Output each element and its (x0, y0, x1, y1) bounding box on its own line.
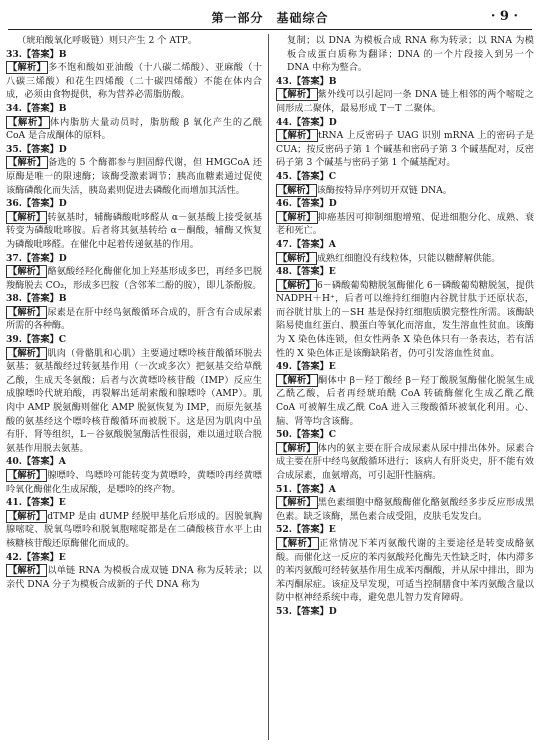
answer-label: 【答案】 (291, 361, 329, 373)
analysis-paragraph (6, 306, 262, 333)
answer-value: E (328, 266, 336, 278)
analysis-text: 抑癌基因可抑制细胞增殖、促进细胞分化、成熟、衰老和死亡。 (276, 211, 535, 237)
answer-label: 【答案】 (291, 429, 329, 441)
answer-value: D (58, 198, 67, 210)
answer-value: E (58, 551, 66, 563)
answer-line (276, 360, 534, 374)
analysis-label: 【解析】 (278, 279, 315, 291)
answer-value: B (58, 293, 67, 305)
question-number: 53. (276, 605, 292, 617)
analysis-label: 【解析】 (8, 510, 46, 522)
analysis-label: 【解析】 (8, 266, 46, 278)
analysis-text: 该酶按特异序列切开双链 DNA。 (316, 184, 452, 196)
answer-value: D (328, 116, 337, 128)
answer-label: 【答案】 (21, 252, 59, 264)
answer-value: E (58, 497, 66, 509)
answer-value: E (328, 361, 336, 373)
answer-value: A (328, 238, 336, 250)
section-title: 第一部分 基础综合 (211, 11, 329, 25)
answer-label: 【答案】 (291, 266, 329, 278)
analysis-paragraph (276, 279, 534, 361)
page-number: · 9 · (490, 9, 518, 24)
answer-label: 【答案】 (21, 293, 59, 305)
analysis-paragraph (276, 129, 534, 170)
answer-line (276, 238, 534, 252)
answer-line (276, 265, 534, 279)
question-number: 43. (276, 75, 292, 87)
analysis-paragraph (6, 61, 262, 102)
answer-value: C (58, 334, 67, 346)
analysis-paragraph (6, 211, 262, 252)
question-number: 34. (6, 102, 22, 114)
analysis-paragraph (276, 442, 534, 483)
answer-value: A (328, 483, 336, 495)
analysis-label: 【解析】 (8, 347, 46, 359)
analysis-paragraph (6, 469, 262, 496)
analysis-label: 【解析】 (8, 306, 46, 318)
question-number: 39. (6, 334, 22, 346)
question-number: 35. (6, 143, 22, 155)
answer-value: B (58, 102, 67, 114)
analysis-label: 【解析】 (278, 211, 316, 223)
analysis-text: 正常情况下苯丙氨酸代谢的主要途径是转变成酪氨酸。而催化这一反应的苯丙氨酸羟化酶先天性缺乏时，体内滞多的苯丙氨酸可经转氨基作用生成苯丙酮酸，并从尿中排出，即为苯丙酮尿症。该症及早发现，可适当控制膳食中苯丙氨酸含量以防中枢神经系统中毒，避免患儿智力发育障碍。 (276, 537, 535, 604)
question-number: 41. (6, 497, 22, 509)
analysis-text: 多不饱和酸如亚油酸（十八碳二烯酸）、亚麻酸（十八碳三烯酸）和花生四烯酸（二十碳四烯酸）不能在体内合成，必须由食物提供，称为营养必需脂肪酸。 (6, 62, 262, 101)
question-number: 46. (276, 198, 292, 210)
answer-line (6, 252, 262, 266)
analysis-paragraph (6, 116, 262, 143)
answer-label: 【答案】 (291, 483, 329, 495)
answer-label: 【答案】 (291, 170, 329, 182)
analysis-label: 【解析】 (278, 184, 315, 196)
answer-line (6, 551, 262, 565)
answer-line (276, 197, 534, 211)
analysis-text: tRNA 上反密码子 UAG 识别 mRNA 上的密码子是 CUA；按反密码子第 1 个碱基和密码子第 3 个碱基配对，反密码子第 3 个碱基与密码子第 1 个碱基配对。 (276, 130, 535, 169)
analysis-label: 【解析】 (278, 497, 316, 509)
analysis-text: 转氨基时，辅酶磷酸吡哆醛从 α－氨基酸上接受氨基转变为磷酸吡哆胺。后者将其氨基转给 α－酮酸，辅酶又恢复为磷酸吡哆醛。在催化中起着传递氨基的作用。 (6, 211, 263, 250)
analysis-paragraph (6, 347, 262, 456)
analysis-label: 【解析】 (278, 374, 316, 386)
answer-label: 【答案】 (21, 102, 59, 114)
analysis-text: 腺嘌呤、鸟嘌呤可能转变为黄嘌呤，黄嘌呤再经黄嘌呤氧化酶催化生成尿酸，是嘌呤的终产物。 (6, 470, 263, 495)
analysis-text: 成熟红细胞没有线粒体，只能以糖酵解供能。 (316, 252, 501, 264)
analysis-text: 6－磷酸葡萄糖脱氢酶催化 6－磷酸葡萄糖脱氢，提供 NADPH＋H⁺，后者可以维持红细胞内谷胱甘肽于还原状态，而谷胱甘肽上的－SH 基是保持红细胞质膜完整性所需。该酶缺陷易使血红蛋白、膜蛋白等氧化而溶血，发生溶血性贫血。该酶为 X 染色体连锁，但女性两条 X 染色体只有一条表达，若有活性的 X 染色体正是该酶缺陷者，仍可引发溶血性贫血。 (276, 279, 534, 359)
analysis-text: 尿素是在肝中经鸟氨酸循环合成的，肝含有合成尿素所需的各种酶。 (6, 306, 263, 332)
analysis-paragraph (6, 564, 262, 591)
analysis-label: 【解析】 (278, 537, 318, 549)
analysis-paragraph (6, 265, 262, 292)
answer-line (276, 428, 534, 442)
question-number: 50. (276, 429, 292, 441)
answer-label: 【答案】 (291, 524, 329, 536)
analysis-text: 紫外线可以引起同一条 DNA 链上相邻的两个嘧啶之间形成二聚体，最易形成 T－T 二聚体。 (276, 89, 534, 114)
answer-line (6, 197, 262, 211)
answer-value: A (58, 456, 66, 468)
column-divider (268, 34, 269, 740)
question-number: 36. (6, 198, 22, 210)
question-number: 33. (6, 48, 22, 60)
answer-line (276, 170, 534, 184)
answer-value: B (58, 48, 67, 60)
answer-line (276, 523, 534, 537)
question-number: 37. (6, 252, 22, 264)
analysis-text: 酪氨酸经羟化酶催化加上羟基形成多巴，再经多巴脱羧酶脱去 CO₂，形成多巴胺（含邻苯二酚的胺），即儿茶酚胺。 (6, 266, 263, 291)
answer-label: 【答案】 (291, 605, 329, 617)
answer-label: 【答案】 (21, 551, 59, 563)
analysis-label: 【解析】 (278, 89, 316, 101)
analysis-label: 【解析】 (8, 565, 46, 577)
analysis-label: 【解析】 (8, 62, 47, 74)
analysis-paragraph (276, 496, 534, 523)
question-number: 51. (276, 483, 292, 495)
answer-label: 【答案】 (21, 198, 59, 210)
question-number: 42. (6, 551, 22, 563)
analysis-text: 黑色素细胞中酪氨酸酶催化酪氨酸经多步反应形成黑色素。缺乏该酶，黑色素合成受阻，皮肤毛发发白。 (276, 497, 535, 522)
analysis-text: 以单链 RNA 为模板合成双链 DNA 称为反转录；以亲代 DNA 分子为模板合成新的子代 DNA 称为 (6, 565, 262, 590)
answer-line (6, 102, 262, 116)
header-rule (8, 29, 532, 30)
analysis-paragraph (276, 537, 534, 605)
analysis-label: 【解析】 (8, 211, 46, 223)
analysis-label: 【解析】 (278, 442, 316, 454)
analysis-text: 体内脂肪大量动员时，脂肪酸 β 氧化产生的乙酰 CoA 是合成酮体的原料。 (6, 116, 263, 142)
analysis-paragraph (276, 88, 534, 115)
answer-line (276, 605, 534, 619)
analysis-paragraph (276, 374, 534, 428)
page-header (0, 0, 540, 32)
continuation-text: 复制；以 DNA 为模板合成 RNA 称为转录；以 RNA 为模板合成蛋白质称为翻译；DNA 的一个片段接入到另一个 DNA 中称为整合。 (287, 35, 534, 74)
analysis-paragraph (6, 510, 262, 551)
answer-label: 【答案】 (291, 238, 329, 250)
analysis-text: dTMP 是由 dUMP 经脱甲基化后形成的。因脱氧胸腺嘧啶、脱氧鸟嘌呤和脱氧胞嘧啶都是在二磷酸核苷水平上由核糖核苷酸还原酶催化而成的。 (6, 510, 263, 549)
answer-label: 【答案】 (291, 75, 329, 87)
answer-line (6, 143, 262, 157)
right-column (276, 34, 534, 619)
answer-label: 【答案】 (291, 116, 329, 128)
analysis-paragraph (276, 211, 534, 238)
answer-line (6, 48, 262, 62)
answer-value: C (328, 429, 337, 441)
answer-label: 【答案】 (21, 456, 59, 468)
answer-label: 【答案】 (21, 497, 59, 509)
answer-line (276, 483, 534, 497)
question-number: 45. (276, 170, 292, 182)
analysis-text: 备选的 5 个酶都参与胆固醇代谢，但 HMGCoA 还原酶是唯一的限速酶；该酶受激素调节；胰高血糖素通过促使该酶磷酸化而失活，胰岛素则促进去磷酸化而增加其活性。 (6, 157, 263, 196)
continuation-text: （琥珀酸氧化呼吸链）则只产生 2 个 ATP。 (17, 35, 198, 46)
analysis-label: 【解析】 (8, 116, 49, 128)
analysis-text: 体内的氨主要在肝合成尿素从尿中排出体外。尿素合成主要在肝中经鸟氨酸循环进行；该病人有肝炎史，肝不能有效合成尿素，血氨增高，可引起肝性脑病。 (276, 442, 535, 481)
answer-value: C (328, 170, 337, 182)
answer-line (6, 292, 262, 306)
answer-label: 【答案】 (21, 48, 59, 60)
answer-value: D (328, 198, 337, 210)
analysis-label: 【解析】 (8, 157, 46, 169)
answer-line (6, 333, 262, 347)
analysis-paragraph (276, 184, 534, 198)
answer-value: D (58, 252, 67, 264)
answer-line (6, 496, 262, 510)
answer-line (276, 75, 534, 89)
question-number: 47. (276, 238, 292, 250)
answer-value: E (328, 524, 336, 536)
analysis-label: 【解析】 (8, 470, 46, 481)
question-number: 40. (6, 456, 22, 468)
question-number: 44. (276, 116, 292, 128)
analysis-label: 【解析】 (278, 252, 315, 264)
answer-label: 【答案】 (291, 198, 329, 210)
analysis-paragraph (6, 156, 262, 197)
question-number: 49. (276, 361, 292, 373)
answer-label: 【答案】 (21, 143, 59, 155)
question-number: 48. (276, 266, 292, 278)
analysis-paragraph (276, 252, 534, 266)
answer-line (6, 455, 262, 469)
answer-line (276, 116, 534, 130)
answer-value: B (328, 75, 337, 87)
analysis-text: 肌肉（骨骼肌和心肌）主要通过嘌呤核苷酸循环脱去氨基；氨基酸经过转氨基作用（一次或多次）把氨基交给草酰乙酸，生成天冬氨酸；后者与次黄嘌呤核苷酸（IMP）反应生成腺嘌呤代琥珀酸，再裂解出延胡索酸和腺嘌呤（AMP）。肌肉中 AMP 脱氨酶则催化 AMP 脱氨恢复为 IMP，而原先氨基酸的氨基经这个嘌呤核苷酸循环而被脱下。这是因为肌肉中虽有肝、肾等组织，L－谷氨酸脱氢酶活性很弱，难以通过联合脱氨基作用脱去氨基。 (6, 347, 263, 454)
answer-value: D (328, 605, 337, 617)
answer-value: D (58, 143, 67, 155)
answer-label: 【答案】 (21, 334, 59, 346)
analysis-text: 酮体中 β－羟丁酸经 β－羟丁酸脱氢酶催化脱氢生成乙酰乙酸，后者再经琥珀酰 CoA 转硫酶催化生成乙酰乙酰 CoA 可被解生成乙酰 CoA 进入三羧酸循环被氧化利用。心、脑、肾等均含该酶。 (276, 374, 535, 427)
analysis-label: 【解析】 (278, 130, 316, 142)
question-number: 52. (276, 524, 292, 536)
left-column (6, 34, 262, 591)
question-number: 38. (6, 293, 22, 305)
